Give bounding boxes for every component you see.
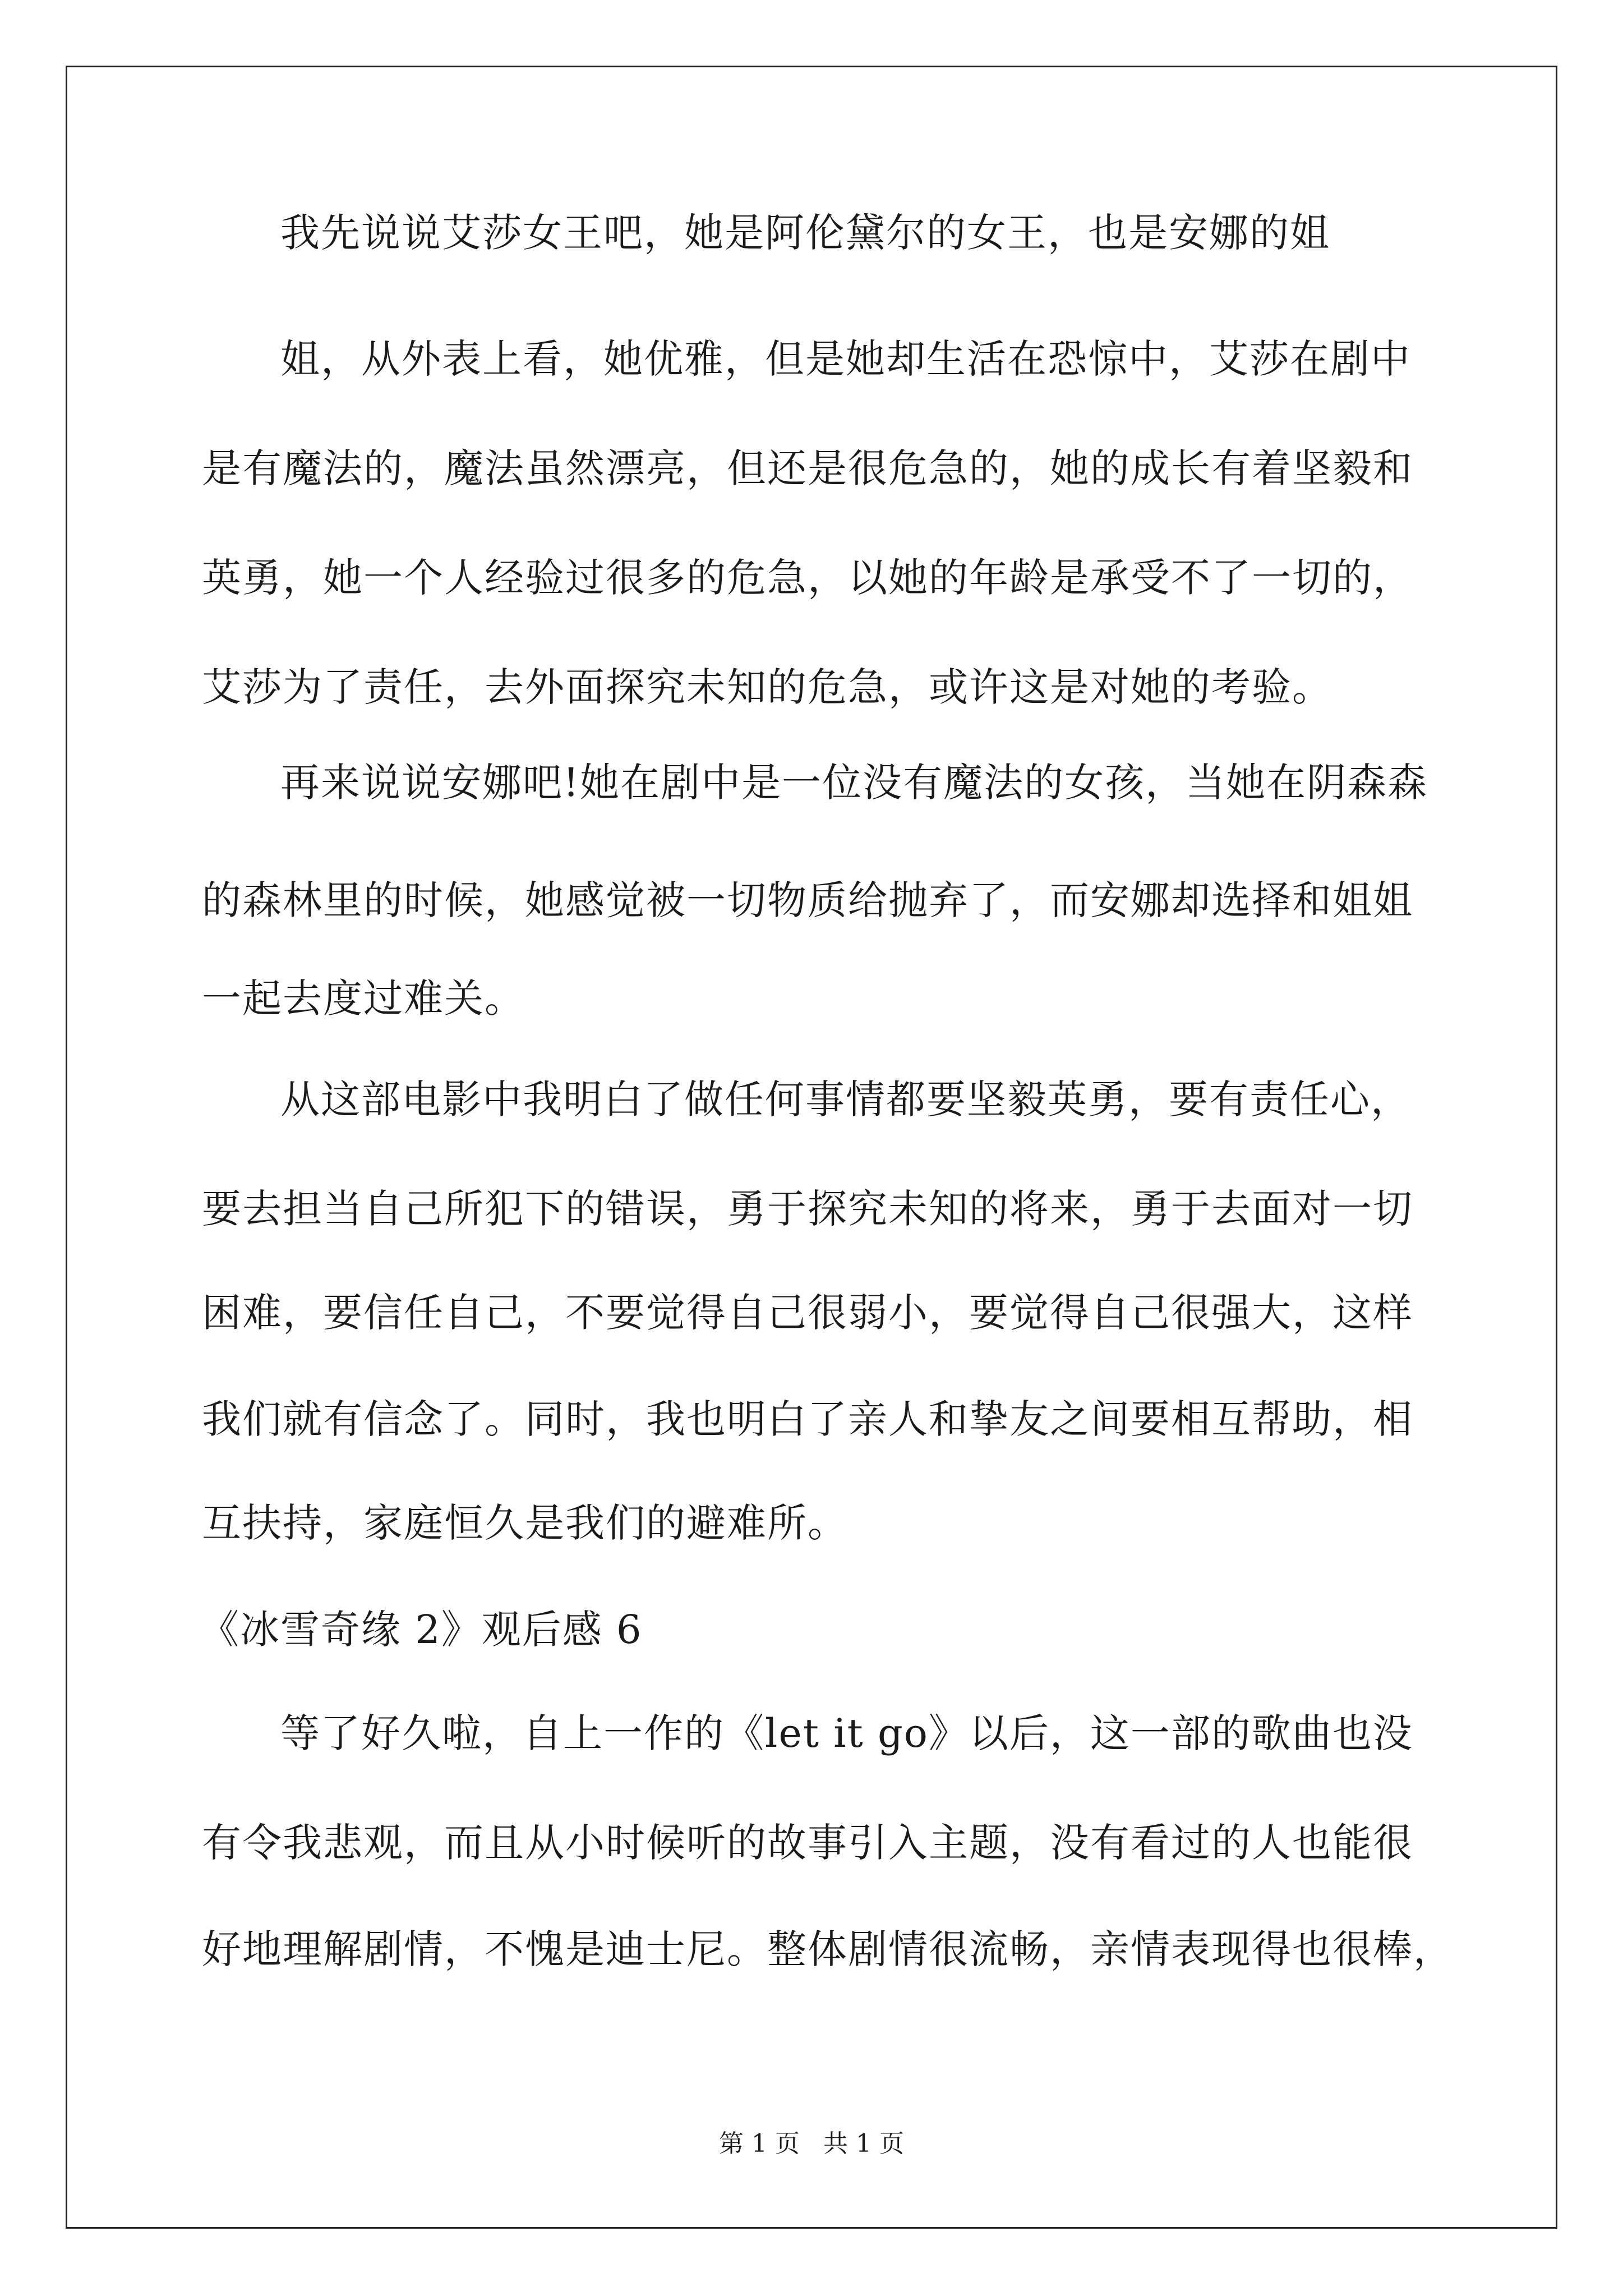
text-line-13: 互扶持，家庭恒久是我们的避难所。 bbox=[202, 1500, 848, 1546]
page-border bbox=[66, 66, 1557, 2229]
text-line-3: 是有魔法的，魔法虽然漂亮，但还是很危急的，她的成长有着坚毅和 bbox=[202, 445, 1413, 491]
text-line-9: 从这部电影中我明白了做任何事情都要坚毅英勇，要有责任心， bbox=[280, 1076, 1411, 1122]
text-line-2: 姐，从外表上看，她优雅，但是她却生活在恐惊中，艾莎在剧中 bbox=[280, 336, 1411, 382]
text-line-17: 好地理解剧情，不愧是迪士尼。整体剧情很流畅，亲情表现得也很棒， bbox=[202, 1926, 1454, 1972]
text-line-7: 的森林里的时候，她感觉被一切物质给抛弃了，而安娜却选择和姐姐 bbox=[202, 877, 1413, 923]
text-line-4: 英勇，她一个人经验过很多的危急，以她的年龄是承受不了一切的， bbox=[202, 555, 1413, 601]
text-line-1: 我先说说艾莎女王吧，她是阿伦黛尔的女王，也是安娜的姐 bbox=[280, 210, 1330, 256]
text-line-6: 再来说说安娜吧!她在剧中是一位没有魔法的女孩，当她在阴森森 bbox=[280, 760, 1428, 806]
text-line-11: 困难，要信任自己，不要觉得自己很弱小，要觉得自己很强大，这样 bbox=[202, 1290, 1413, 1336]
text-line-5: 艾莎为了责任，去外面探究未知的危急，或许这是对她的考验。 bbox=[202, 664, 1332, 710]
section-heading: 《冰雪奇缘 2》观后感 6 bbox=[200, 1607, 643, 1653]
text-line-16: 有令我悲观，而且从小时候听的故事引入主题，没有看过的人也能很 bbox=[202, 1820, 1413, 1866]
text-line-10: 要去担当自己所犯下的错误，勇于探究未知的将来，勇于去面对一切 bbox=[202, 1186, 1413, 1232]
text-line-8: 一起去度过难关。 bbox=[202, 976, 525, 1022]
text-line-12: 我们就有信念了。同时，我也明白了亲人和挚友之间要相互帮助，相 bbox=[202, 1396, 1413, 1442]
text-line-15: 等了好久啦，自上一作的《let it go》以后，这一部的歌曲也没 bbox=[280, 1710, 1413, 1756]
page-footer: 第 1 页 共 1 页 bbox=[719, 2129, 904, 2158]
